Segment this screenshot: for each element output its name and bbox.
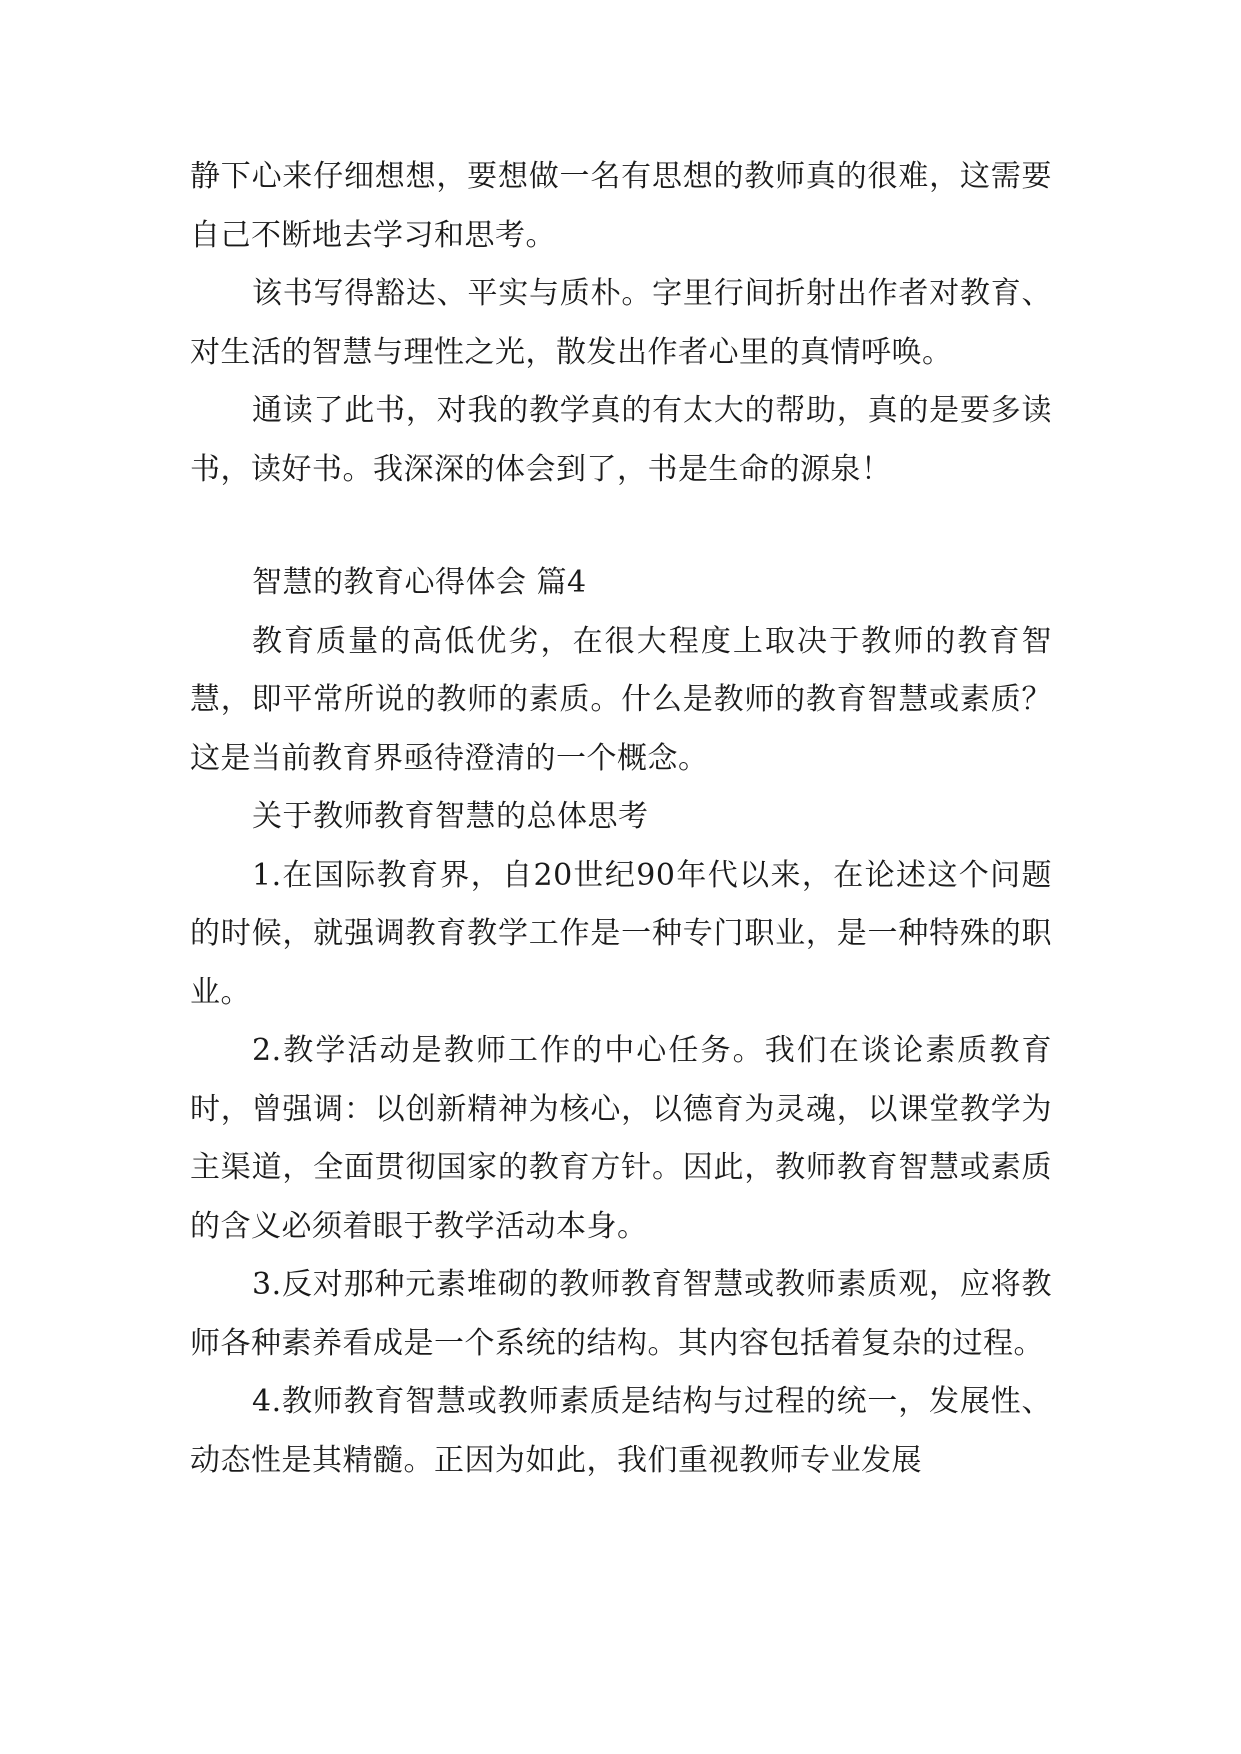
paragraph-3: 通读了此书，对我的教学真的有太大的帮助，真的是要多读书，读好书。我深深的体会到了，书是生命的源泉！ bbox=[190, 393, 1052, 487]
list-item-1: 1.在国际教育界，自20世纪90年代以来，在论述这个问题的时候，就强调教育教学工作是一种专门职业，是一种特殊的职业。 bbox=[190, 857, 1052, 1010]
list-item-2: 2.教学活动是教师工作的中心任务。我们在谈论素质教育时，曾强调：以创新精神为核心，以德育为灵魂，以课堂教学为主渠道，全面贯彻国家的教育方针。因此，教师教育智慧或素质的含义必须着眼于教学活动本身。 bbox=[190, 1033, 1052, 1244]
list-item-3: 3.反对那种元素堆砌的教师教育智慧或教师素质观，应将教师各种素养看成是一个系统的结构。其内容包括着复杂的过程。 bbox=[190, 1267, 1052, 1361]
paragraph-2: 该书写得豁达、平实与质朴。字里行间折射出作者对教育、对生活的智慧与理性之光，散发出作者心里的真情呼唤。 bbox=[190, 276, 1052, 370]
subheading: 关于教师教育智慧的总体思考 bbox=[252, 799, 649, 834]
paragraph-1: 静下心来仔细想想，要想做一名有思想的教师真的很难，这需要自己不断地去学习和思考。 bbox=[190, 159, 1052, 253]
list-item-4: 4.教师教育智慧或教师素质是结构与过程的统一，发展性、动态性是其精髓。正因为如此，我们重视教师专业发展 bbox=[190, 1384, 1052, 1478]
section-heading: 智慧的教育心得体会 篇4 bbox=[252, 565, 587, 600]
section-gap bbox=[190, 499, 1052, 554]
paragraph-4: 教育质量的高低优劣，在很大程度上取决于教师的教育智慧，即平常所说的教师的素质。什么是教师的教育智慧或素质？这是当前教育界亟待澄清的一个概念。 bbox=[190, 623, 1052, 776]
document-page bbox=[190, 148, 1052, 1490]
